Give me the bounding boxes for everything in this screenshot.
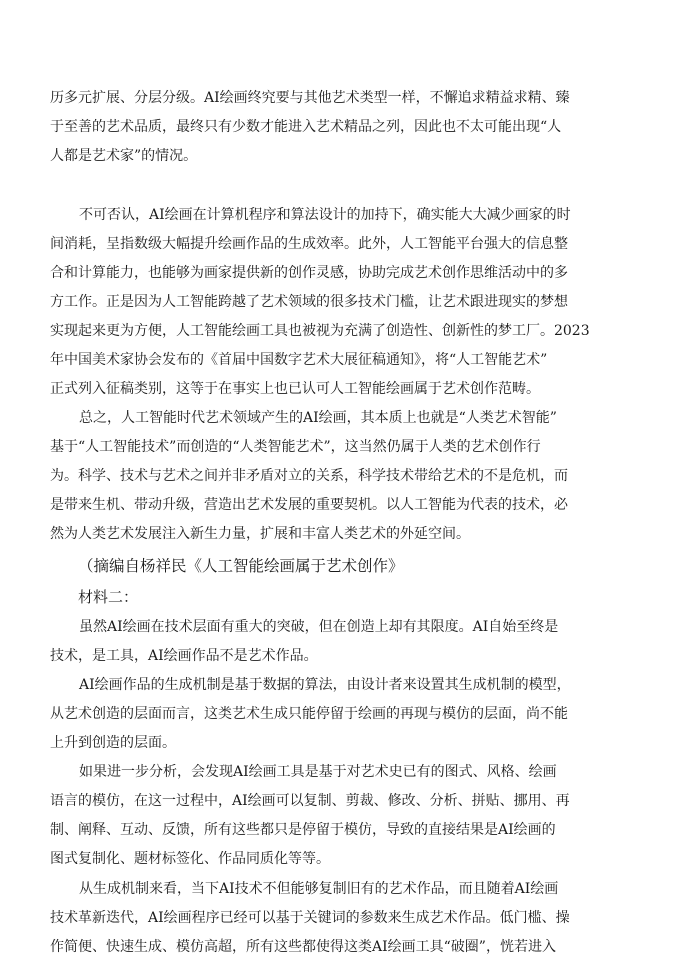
text-line: 从艺术创造的层面而言，这类艺术生成只能停留于绘画的再现与模仿的层面，尚不能 — [50, 706, 568, 722]
text-line: 是带来生机、带动升级，营造出艺术发展的重要契机。以人工智能为代表的技术，必 — [50, 497, 568, 513]
text-line: 语言的模仿，在这一过程中，AI绘画可以复制、剪裁、修改、分析、拼贴、挪用、再 — [50, 793, 570, 809]
paragraph-5 — [50, 671, 640, 758]
text-line: 为。科学、技术与艺术之间并非矛盾对立的关系，科学技术带给艺术的不是危机，而 — [50, 468, 568, 484]
text-line: 实现起来更为方便，人工智能绘画工具也被视为充满了创造性、创新性的梦工厂。2023 — [50, 323, 590, 339]
source-citation: （摘编自杨祥民《人工智能绘画属于艺术创作》 — [78, 557, 404, 575]
paragraph-1 — [50, 84, 640, 171]
text-line: 技术，是工具，AI绘画作品不是艺术作品。 — [50, 648, 318, 664]
text-line: AI绘画作品的生成机制是基于数据的算法，由设计者来设置其生成机制的模型， — [79, 677, 571, 693]
text-line: 不可否认，AI绘画在计算机程序和算法设计的加持下，确实能大大减少画家的时 — [79, 207, 571, 223]
text-line: 然为人类艺术发展注入新生力量，扩展和丰富人类艺术的外延空间。 — [50, 526, 470, 542]
text-line: 间消耗，呈指数级大幅提升绘画作品的生成效率。此外，人工智能平台强大的信息整 — [50, 236, 568, 252]
paragraph-4 — [50, 613, 640, 671]
text-line: 虽然AI绘画在技术层面有重大的突破，但在创造上却有其限度。AI自始至终是 — [79, 619, 559, 635]
paragraph-2 — [50, 201, 640, 404]
paragraph-7 — [50, 875, 640, 962]
text-line: 人都是艺术家”的情况。 — [50, 148, 198, 164]
paragraph-3 — [50, 404, 640, 549]
paragraph-6 — [50, 758, 640, 874]
text-line: 历多元扩展、分层分级。AI绘画终究要与其他艺术类型一样，不懈追求精益求精、臻 — [50, 90, 570, 106]
text-line: 图式复制化、题材标签化、作品同质化等等。 — [50, 851, 330, 867]
text-line: 如果进一步分析，会发现AI绘画工具是基于对艺术史已有的图式、风格、绘画 — [79, 764, 557, 780]
text-line: 基于“人工智能技术”而创造的“人类智能艺术”，这当然仍属于人类的艺术创作行 — [50, 439, 541, 455]
text-line: 合和计算能力，也能够为画家提供新的创作灵感，协助完成艺术创作思维活动中的多 — [50, 265, 568, 281]
text-line: 年中国美术家协会发布的《首届中国数字艺术大展征稿通知》，将“人工智能艺术” — [50, 352, 548, 368]
text-line: 总之，人工智能时代艺术领域产生的AI绘画，其本质上也就是“人类艺术智能” — [79, 410, 557, 426]
text-line: 技术革新迭代，AI绘画程序已经可以基于关键词的参数来生成艺术作品。低门槛、操 — [50, 910, 570, 926]
text-line: 上升到创造的层面。 — [50, 735, 176, 751]
text-line: 方工作。正是因为人工智能跨越了艺术领域的很多技术门槛，让艺术跟进现实的梦想 — [50, 294, 568, 310]
text-line: 于至善的艺术品质，最终只有少数才能进入艺术精品之列，因此也不太可能出现“人 — [50, 119, 562, 135]
material-two-label: 材料二： — [78, 588, 139, 606]
text-line: 作简便、快速生成、模仿高超，所有这些都使得这类AI绘画工具“破圈”，恍若进入 — [50, 939, 556, 955]
text-line: 从生成机制来看，当下AI技术不但能够复制旧有的艺术作品，而且随着AI绘画 — [79, 881, 559, 897]
text-line: 制、阐释、互动、反馈，所有这些都只是停留于模仿，导致的直接结果是AI绘画的 — [50, 822, 556, 838]
text-line: 正式列入征稿类别，这等于在事实上也已认可人工智能绘画属于艺术创作范畴。 — [50, 381, 540, 397]
